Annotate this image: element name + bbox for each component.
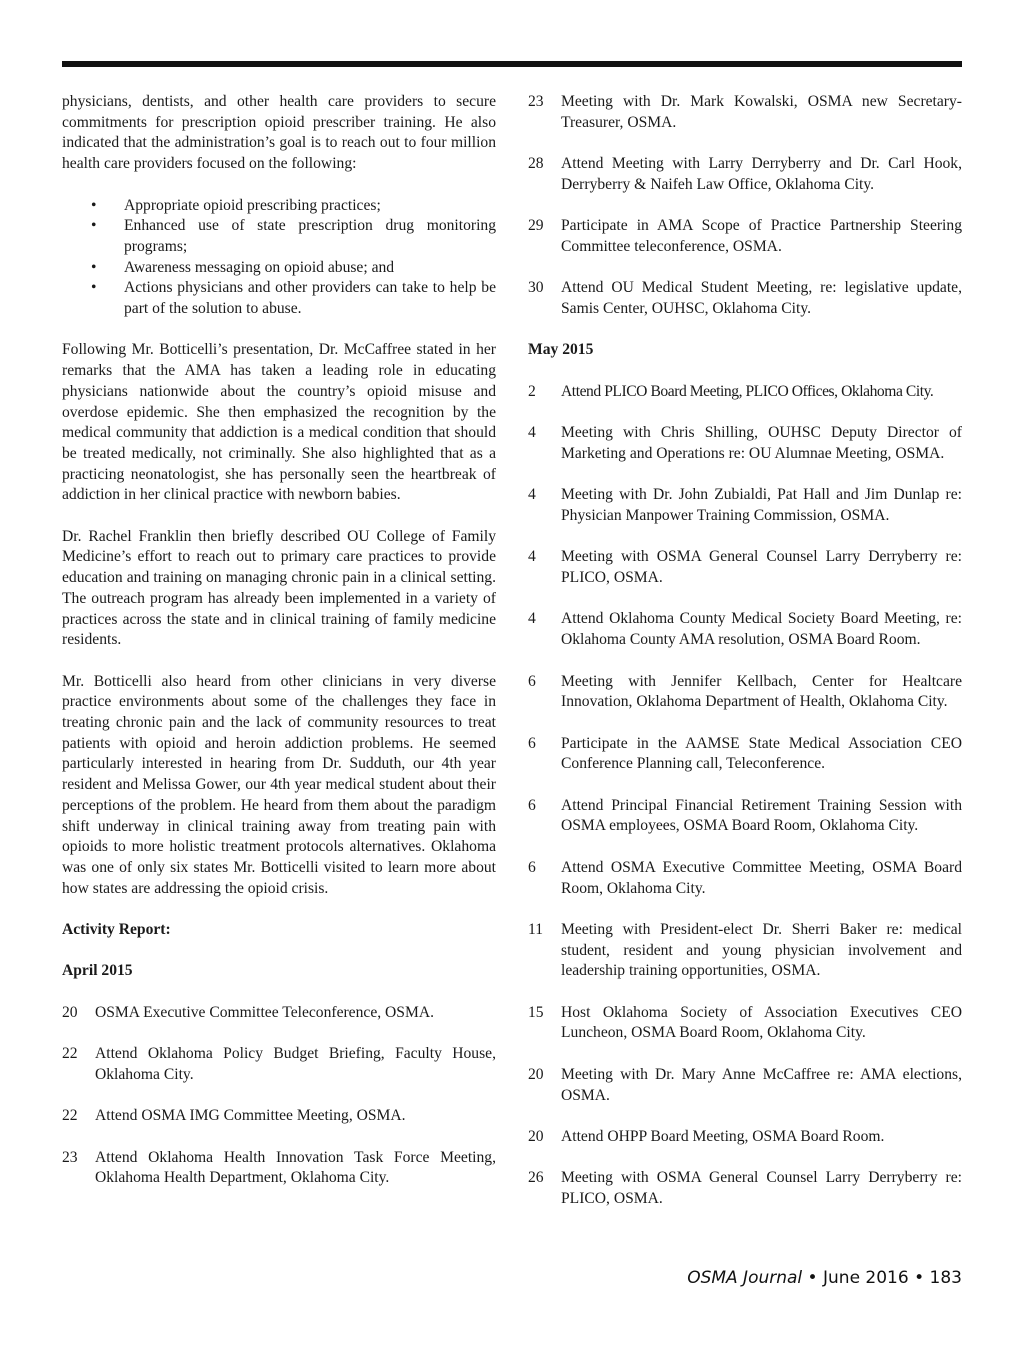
entry-text: Meeting with Dr. Mary Anne McCaffree re: AMA elections, OSMA. (561, 1065, 962, 1104)
entry-text: Attend Principal Financial Retirement Training Session with OSMA employees, OSMA Board Room, Oklahoma City. (561, 796, 962, 835)
footer-separator: • (908, 1268, 930, 1288)
right-column (528, 92, 962, 1230)
entry-day: 4 (528, 610, 536, 628)
entry-day: 4 (528, 486, 536, 504)
entry-day: 6 (528, 858, 536, 876)
bullet-text: Awareness messaging on opioid abuse; and (124, 258, 395, 276)
entry-day: 4 (528, 424, 536, 442)
entry-text: Attend OHPP Board Meeting, OSMA Board Room. (561, 1127, 885, 1145)
activity-entry (528, 92, 962, 133)
entry-day: 22 (62, 1045, 78, 1063)
entry-day: 20 (528, 1127, 544, 1145)
activity-entry (528, 672, 962, 713)
entry-text: Attend OU Medical Student Meeting, re: legislative update, Samis Center, OUHSC, Oklahoma City. (561, 279, 962, 317)
activity-entry (528, 1003, 962, 1044)
activity-entry (62, 1148, 496, 1189)
entry-text: Meeting with President-elect Dr. Sherri Baker re: medical student, resident and young physician involvement and leadership training opportunities, OSMA. (561, 920, 962, 980)
entry-text: Meeting with Dr. Mark Kowalski, OSMA new Secretary-Treasurer, OSMA. (561, 93, 962, 131)
footer-separator: • (802, 1268, 823, 1288)
activity-report-heading: Activity Report: (62, 921, 171, 939)
activity-entry (528, 734, 962, 775)
journal-name: OSMA Journal (687, 1268, 803, 1288)
entry-day: 28 (528, 155, 544, 173)
bullet-item (62, 196, 496, 217)
entry-day: 29 (528, 217, 544, 235)
focus-bullet-list (62, 196, 496, 320)
franklin-paragraph: Dr. Rachel Franklin then briefly described OU College of Family Medicine’s effort to reach out to primary care practices to provide education and training on managing chronic pain in a clinical setting. The outreach program has already been implemented in a variety of practices across the state and in clinical training of family medicine residents. (62, 527, 496, 649)
entry-day: 11 (528, 920, 544, 938)
intro-paragraph: physicians, dentists, and other health care providers to secure commitments for prescription opioid prescriber training. He also indicated that the administration’s goal is to reach out to four million health care providers focused on the following: (62, 93, 496, 173)
activity-entry (528, 796, 962, 837)
bullet-item (62, 278, 496, 319)
bullet-item (62, 258, 496, 279)
activity-entry (528, 1127, 962, 1148)
entry-text: Meeting with Chris Shilling, OUHSC Deputy Director of Marketing and Operations re: OU Alumnae Meeting, OSMA. (561, 424, 962, 462)
entry-text: Host Oklahoma Society of Association Executives CEO Luncheon, OSMA Board Room, Oklahoma City. (561, 1003, 962, 1042)
entry-text: Attend Oklahoma Health Innovation Task Force Meeting, Oklahoma Health Department, Oklahoma City. (95, 1148, 496, 1187)
activity-entry (528, 382, 962, 403)
entry-text: Meeting with Dr. John Zubialdi, Pat Hall and Jim Dunlap re: Physician Manpower Training Commission, OSMA. (561, 486, 962, 524)
entry-text: Meeting with OSMA General Counsel Larry Derryberry re: PLICO, OSMA. (561, 1169, 962, 1207)
entry-text: Participate in the AAMSE State Medical Association CEO Conference Planning call, Teleconference. (561, 734, 962, 773)
mccaffree-paragraph: Following Mr. Botticelli’s presentation, Dr. McCaffree stated in her remarks that the AMA has taken a leading role in educating physicians nationwide about the country’s opioid misuse and overdose epidemic. She then emphasized the recognition by the medical community that addiction is a medical condition that should be treated medically, not criminally. She also highlighted that as a practicing neonatologist, she has personally seen the heartbreak of addiction in her clinical practice with newborn babies. (62, 341, 496, 504)
bullet-dot: • (91, 258, 97, 276)
activity-entry (528, 1168, 962, 1209)
entry-text: OSMA Executive Committee Teleconference, OSMA. (95, 1003, 435, 1021)
bullet-dot: • (91, 279, 97, 297)
bullet-text: Enhanced use of state prescription drug monitoring programs; (124, 217, 496, 255)
entry-text: Participate in AMA Scope of Practice Partnership Steering Committee teleconference, OSMA. (561, 217, 962, 255)
bullet-text: Actions physicians and other providers can take to help be part of the solution to abuse. (124, 279, 496, 318)
entry-day: 20 (62, 1003, 78, 1021)
activity-entry (528, 858, 962, 899)
issue-date: June 2016 (823, 1268, 909, 1288)
entry-text: Meeting with OSMA General Counsel Larry Derryberry re: PLICO, OSMA. (561, 548, 962, 587)
entry-day: 23 (528, 93, 544, 110)
entry-day: 22 (62, 1107, 78, 1125)
entry-text: Attend OSMA IMG Committee Meeting, OSMA. (95, 1107, 406, 1125)
activity-entry (62, 1106, 496, 1127)
activity-entry (62, 1003, 496, 1024)
botticelli-paragraph: Mr. Botticelli also heard from other clinicians in very diverse practice environments about some of the challenges they face in treating chronic pain and the lack of community resources to treat patients with opioid and heroin addiction problems. He seemed particularly interested in hearing from Dr. Sudduth, our 4th year resident and Melissa Gower, our 4th year medical student about their perceptions of the problem. He heard from them about the paradigm shift underway in clinical training away from treating pain with opioids to more holistic treatment protocols alternatives. Oklahoma was one of only six states Mr. Botticelli visited to learn more about how states are addressing the opioid crisis. (62, 672, 496, 897)
activity-entry (528, 278, 962, 319)
entry-day: 4 (528, 548, 536, 566)
activity-entry (528, 423, 962, 464)
entry-day: 2 (528, 382, 536, 400)
header-rule (62, 61, 962, 67)
may-heading: May 2015 (528, 341, 594, 359)
activity-entry (62, 1044, 496, 1085)
entry-text: Attend PLICO Board Meeting, PLICO Offices, Oklahoma City. (561, 382, 934, 400)
bullet-dot: • (91, 217, 97, 235)
bullet-text: Appropriate opioid prescribing practices; (124, 196, 381, 214)
activity-entry (528, 1065, 962, 1106)
bullet-dot: • (91, 196, 97, 214)
activity-entry (528, 154, 962, 195)
entry-text: Attend Oklahoma County Medical Society Board Meeting, re: Oklahoma County AMA resolution, OSMA Board Room. (561, 610, 962, 649)
activity-entry (528, 216, 962, 257)
activity-entry (528, 485, 962, 526)
page-footer (687, 1268, 962, 1288)
april-heading: April 2015 (62, 962, 133, 980)
activity-entry (528, 920, 962, 982)
entry-text: Attend OSMA Executive Committee Meeting, OSMA Board Room, Oklahoma City. (561, 858, 962, 897)
entry-day: 20 (528, 1065, 544, 1083)
entry-text: Meeting with Jennifer Kellbach, Center for Healtcare Innovation, Oklahoma Department of Health, Oklahoma City. (561, 672, 962, 711)
entry-day: 6 (528, 796, 536, 814)
entry-day: 30 (528, 279, 544, 297)
entry-text: Attend Meeting with Larry Derryberry and Dr. Carl Hook, Derryberry & Naifeh Law Office, Oklahoma City. (561, 155, 962, 193)
left-column (62, 92, 496, 1210)
entry-day: 6 (528, 672, 536, 690)
entry-day: 6 (528, 734, 536, 752)
bullet-item (62, 216, 496, 257)
page-number: 183 (929, 1268, 962, 1288)
entry-day: 15 (528, 1003, 544, 1021)
entry-text: Attend Oklahoma Policy Budget Briefing, Faculty House, Oklahoma City. (95, 1045, 496, 1083)
entry-day: 23 (62, 1148, 78, 1166)
entry-day: 26 (528, 1169, 544, 1187)
activity-entry (528, 609, 962, 650)
activity-entry (528, 547, 962, 588)
